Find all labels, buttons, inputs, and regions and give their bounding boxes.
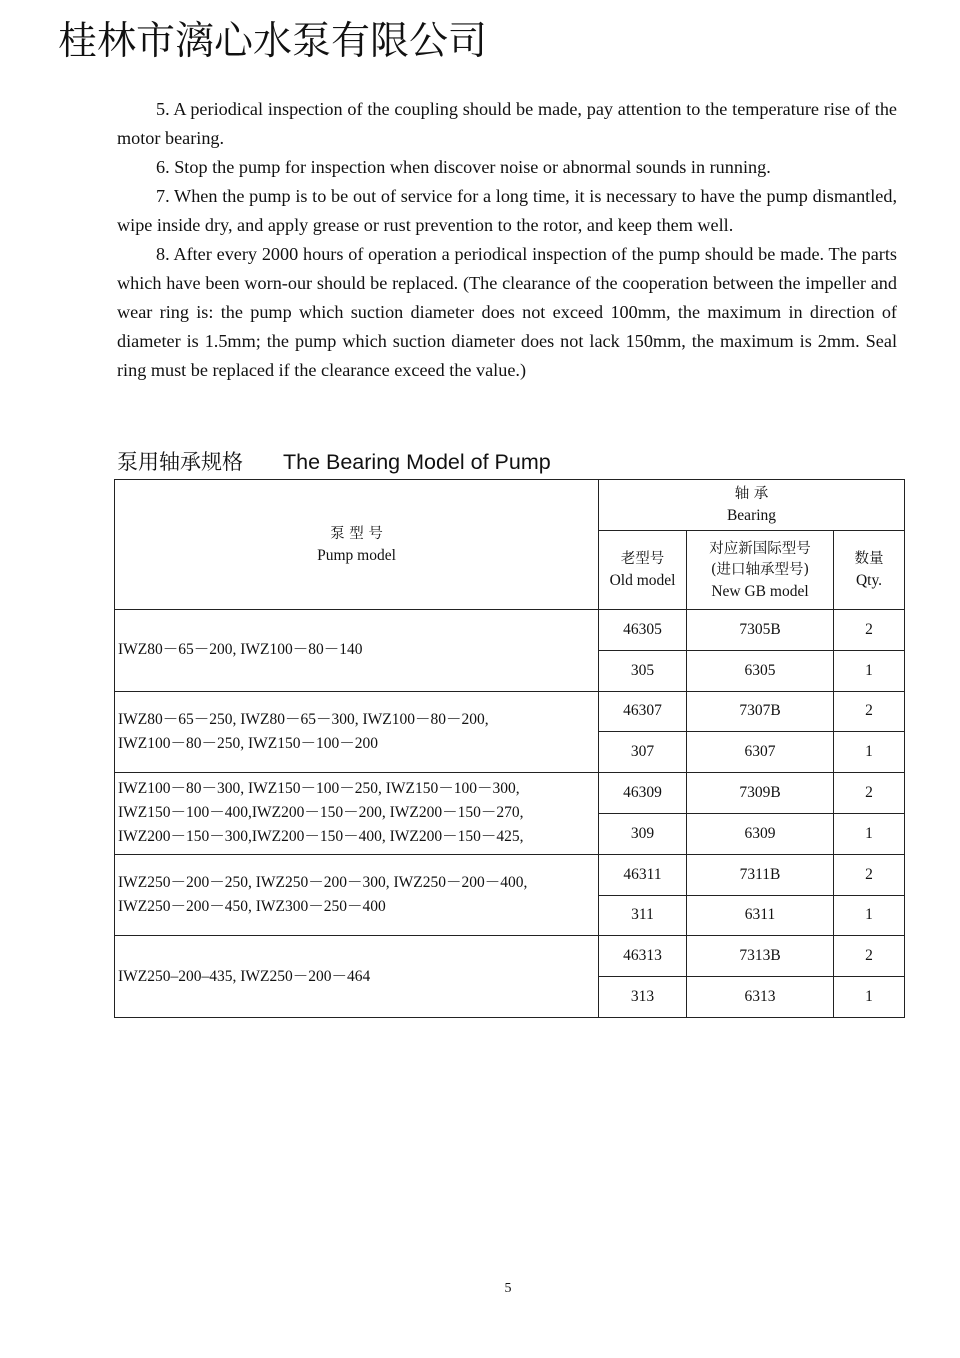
new-model-cell: 7309B	[687, 773, 834, 814]
new-model-header-zh-2: (进口轴承型号)	[710, 561, 810, 578]
new-model-cell: 6309	[687, 813, 834, 854]
bearing-table	[114, 479, 905, 1018]
new-model-header-en: New GB model	[711, 582, 809, 600]
pump-model-cell	[115, 773, 599, 855]
old-model-cell: 46307	[599, 691, 687, 732]
maintenance-text	[117, 95, 897, 385]
bearing-header-en: Bearing	[726, 507, 777, 524]
section-title	[117, 446, 551, 476]
qty-cell: 2	[834, 773, 905, 814]
pump-model-line: IWZ100－80－250, IWZ150－100－200	[118, 734, 379, 752]
table-row	[115, 773, 905, 814]
new-model-header-zh-1: 对应新国际型号	[709, 540, 811, 557]
new-model-cell: 7313B	[687, 936, 834, 977]
new-model-cell: 6307	[687, 732, 834, 773]
pump-model-line: IWZ250–200–435, IWZ250－200－464	[118, 967, 371, 985]
qty-cell: 1	[834, 650, 905, 691]
paragraph-7: 7. When the pump is to be out of service for a long time, it is necessary to have the pump dismantled, wipe inside dry, and apply grease or rust prevention to the rotor, and keep them well.	[117, 186, 897, 235]
table-row	[115, 610, 905, 651]
old-model-header	[599, 531, 687, 610]
new-model-cell: 6313	[687, 977, 834, 1018]
pump-model-cell	[115, 854, 599, 936]
qty-cell: 2	[834, 854, 905, 895]
old-model-header-en: Old model	[609, 572, 676, 589]
qty-cell: 1	[834, 895, 905, 936]
old-model-cell: 46305	[599, 610, 687, 651]
table-row	[115, 854, 905, 895]
new-model-cell: 7307B	[687, 691, 834, 732]
page-number: 5	[504, 1281, 512, 1296]
old-model-cell: 46309	[599, 773, 687, 814]
qty-header	[834, 531, 905, 610]
new-model-cell: 6305	[687, 650, 834, 691]
qty-cell: 1	[834, 977, 905, 1018]
qty-header-en: Qty.	[855, 572, 883, 589]
pump-model-line: IWZ200－150－300,IWZ200－150－400, IWZ200－150－425,	[118, 828, 524, 846]
new-model-cell: 7305B	[687, 610, 834, 651]
pump-model-line: IWZ250－200－450, IWZ300－250－400	[118, 898, 386, 916]
new-model-cell: 7311B	[687, 854, 834, 895]
qty-cell: 2	[834, 936, 905, 977]
bearing-header-zh: 轴 承	[734, 486, 769, 502]
paragraph-8: 8. After every 2000 hours of operation a periodical inspection of the pump should be made. The parts which have been worn-our should be replaced. (The clearance of the cooperation between the impeller and wear ring is: the pump which suction diameter does not exceed 100mm, the maximum in direction of diameter is 1.5mm; the pump which suction diameter does not lack 150mm, the maximum is 2mm. Seal ring must be replaced if the clearance exceed the value.)	[117, 244, 897, 380]
pump-model-header-zh: 泵 型 号	[330, 525, 383, 542]
old-model-cell: 309	[599, 813, 687, 854]
pump-model-cell	[115, 610, 599, 692]
pump-model-header	[115, 480, 599, 610]
old-model-cell: 311	[599, 895, 687, 936]
old-model-cell: 46311	[599, 854, 687, 895]
table-row	[115, 691, 905, 732]
pump-model-line: IWZ80－65－200, IWZ100－80－140	[118, 641, 363, 659]
section-title-en: The Bearing Model of Pump	[282, 450, 551, 474]
bearing-header	[599, 480, 905, 531]
pump-model-line: IWZ100－80－300, IWZ150－100－250, IWZ150－100－300,	[118, 780, 520, 798]
pump-model-header-en: Pump model	[317, 546, 396, 564]
new-model-header	[687, 531, 834, 610]
old-model-cell: 307	[599, 732, 687, 773]
qty-cell: 1	[834, 813, 905, 854]
header-row-1	[115, 480, 905, 531]
table-row	[115, 936, 905, 977]
pump-model-line: IWZ150－100－400,IWZ200－150－200, IWZ200－150－270,	[118, 804, 524, 822]
qty-cell: 2	[834, 691, 905, 732]
old-model-header-zh: 老型号	[620, 551, 665, 567]
new-model-cell: 6311	[687, 895, 834, 936]
qty-cell: 1	[834, 732, 905, 773]
old-model-cell: 46313	[599, 936, 687, 977]
paragraph-5: 5. A periodical inspection of the coupling should be made, pay attention to the temperature rise of the motor bearing.	[117, 99, 897, 148]
pump-model-line: IWZ80－65－250, IWZ80－65－300, IWZ100－80－200,	[118, 710, 489, 728]
section-title-zh: 泵用轴承规格	[117, 450, 243, 474]
pump-model-line: IWZ250－200－250, IWZ250－200－300, IWZ250－200－400,	[118, 874, 528, 892]
qty-header-zh: 数量	[854, 551, 884, 567]
old-model-cell: 305	[599, 650, 687, 691]
pump-model-cell	[115, 936, 599, 1018]
pump-model-cell	[115, 691, 599, 773]
paragraph-6: 6. Stop the pump for inspection when discover noise or abnormal sounds in running.	[156, 157, 771, 177]
old-model-cell: 313	[599, 977, 687, 1018]
company-name: 桂林市漓心水泵有限公司	[58, 19, 488, 64]
qty-cell: 2	[834, 610, 905, 651]
